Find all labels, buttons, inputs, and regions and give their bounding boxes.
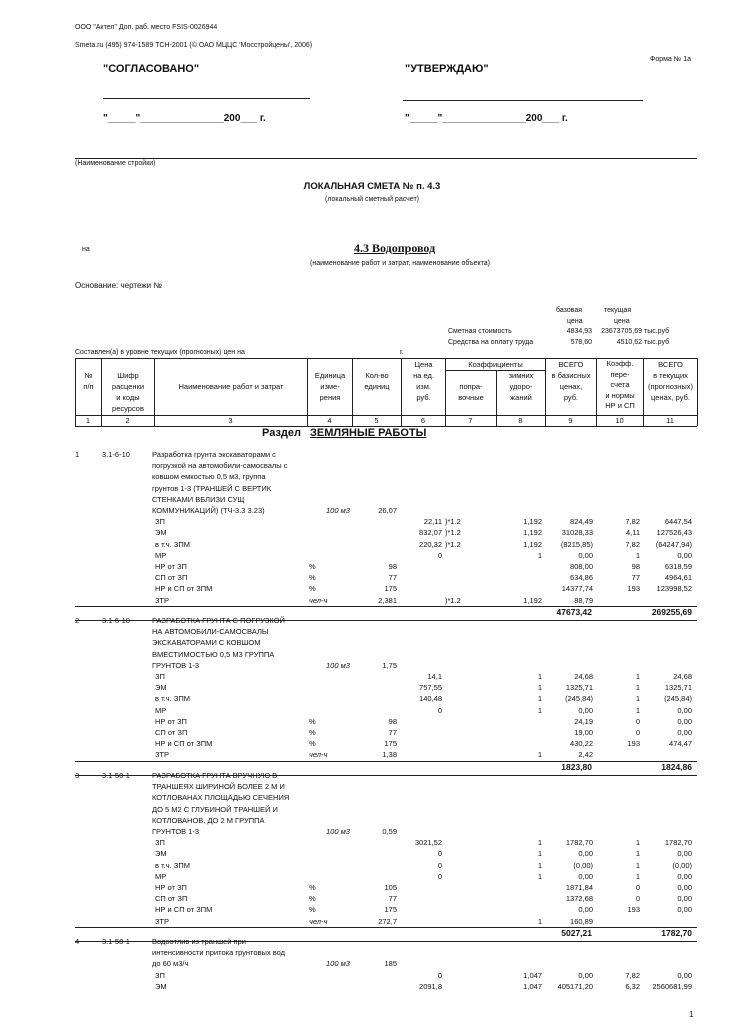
item-code: 3.1-50-1 <box>102 771 130 780</box>
item-total-current: 1782,70 <box>661 927 692 938</box>
approved-sign-line <box>403 100 643 101</box>
for-label: на <box>82 246 90 253</box>
resource-total-base: 160,89 <box>570 916 593 926</box>
estimate-cost-unit: тыс.руб <box>644 328 670 335</box>
col-unit: Единица изме- рения <box>314 371 346 402</box>
col-price: Цена на ед. изм. руб. <box>413 360 434 402</box>
resource-total-base: 0,00 <box>578 970 593 980</box>
section-label: Раздел <box>262 427 301 439</box>
approved-title: "УТВЕРЖДАЮ" <box>405 63 489 75</box>
resource-total-base: (245,84) <box>565 694 593 704</box>
resource-price: 757,55 <box>419 683 442 693</box>
source-line: Smeta.ru (495) 974-1589 ТСН-2001 (© ОАО МЦЦС 'Мосстройцены', 2006) <box>75 42 313 49</box>
labor-cost-unit: тыс.руб <box>644 339 670 346</box>
col-number-1: 1 <box>85 416 91 425</box>
org-line: ООО "Актел" Доп. раб. место FSIS-0026944 <box>75 24 218 31</box>
item-description-line: интенсивности притока грунтовых вод <box>152 948 286 958</box>
approved-date: "_____"_______________200___ г. <box>405 113 568 124</box>
resource-recalc: 1 <box>635 871 640 881</box>
resource-norm: 77 <box>388 573 397 583</box>
item-description-line: КОТЛОВАНОВ, ДО 2 М ГРУППА <box>152 815 265 825</box>
cost-col-base: базовая <box>556 307 583 314</box>
object-caption: (наименование работ и затрат, наименование объекта) <box>310 260 490 267</box>
resource-recalc: 193 <box>627 739 640 749</box>
resource-recalc: 0 <box>635 716 640 726</box>
resource-label: СП от ЗП <box>155 894 188 904</box>
resource-total-current: 0,00 <box>677 871 692 881</box>
resource-total-current: 0,00 <box>677 970 692 980</box>
item-total-base: 47673,42 <box>556 606 592 617</box>
resource-total-current: 123998,52 <box>656 584 692 594</box>
resource-winter: 1 <box>537 838 542 848</box>
resource-total-current: 0,00 <box>677 705 692 715</box>
resource-norm: 105 <box>384 883 397 892</box>
resource-total-base: 24,68 <box>574 672 593 681</box>
resource-winter: 1 <box>537 550 542 560</box>
resource-price: 0 <box>437 871 442 881</box>
item-description-line: РАЗРАБОТКА ГРУНТА ВРУЧНУЮ В <box>152 771 278 780</box>
resource-total-base: (0,00) <box>573 860 593 870</box>
resource-recalc: 77 <box>631 573 640 583</box>
col-number-3: 3 <box>228 416 233 425</box>
item-number: 2 <box>75 616 80 625</box>
item-description-line: ГРУНТОВ 1-3 <box>152 827 200 836</box>
resource-total-base: 2,42 <box>578 750 593 760</box>
resource-label: СП от ЗП <box>155 728 188 737</box>
resource-total-current: (64247,94) <box>655 539 692 549</box>
item-quantity: 1,75 <box>382 660 397 670</box>
resource-price: 0 <box>437 970 442 980</box>
item-description-line: Водоотлив из траншей при <box>152 937 246 946</box>
resource-winter: 1 <box>537 871 542 881</box>
resource-total-current: (245,84) <box>664 694 692 704</box>
resource-recalc: 1 <box>635 683 640 693</box>
item-unit: 100 м3 <box>326 660 350 670</box>
col-correction: попра- вочные <box>458 382 484 402</box>
resource-total-base: 0,00 <box>578 849 593 859</box>
resource-label: МР <box>155 871 167 881</box>
resource-label: СП от ЗП <box>155 573 188 583</box>
resource-norm: 98 <box>388 562 397 571</box>
item-description-line: грунтов 1-3 (ТРАНШЕЙ С ВЕРТИК <box>152 483 272 493</box>
resource-total-base: 430,22 <box>570 739 593 749</box>
resource-label: ЗП <box>155 838 165 848</box>
composed-line: Составлен(а) в уровне текущих (прогнозных) цен на <box>75 349 245 356</box>
resource-label: ЭМ <box>155 528 167 538</box>
resource-label: ЗП <box>155 970 165 980</box>
construction-line <box>75 158 697 159</box>
form-number: Форма № 1а <box>650 56 691 63</box>
resource-price: 0 <box>437 860 442 870</box>
composed-year: г. <box>400 349 404 356</box>
item-description-line: ЭКСКАВАТОРАМИ С КОВШОМ <box>152 638 261 648</box>
resource-price: 2091,8 <box>419 981 442 991</box>
col-number-2: 2 <box>125 416 130 425</box>
resource-recalc: 1 <box>635 705 640 715</box>
resource-price: 14,1 <box>427 672 442 681</box>
item-description-line: РАЗРАБОТКА ГРУНТА С ПОГРУЗКОЙ <box>152 616 285 625</box>
resource-total-current: 2560681,99 <box>652 981 692 991</box>
resource-unit: % <box>309 883 316 892</box>
resource-label: НР и СП от ЗПМ <box>155 584 213 594</box>
resource-total-base: 808,00 <box>570 562 593 571</box>
resource-total-current: 0,00 <box>677 894 692 904</box>
resource-total-current: 0,00 <box>677 883 692 892</box>
resource-total-base: 0,00 <box>578 705 593 715</box>
resource-price: 0 <box>437 849 442 859</box>
col-recalc: Коэфф. пере- счета и нормы НР и СП <box>605 359 635 410</box>
item-description-line: ТРАНШЕЯХ ШИРИНОЙ БОЛЕЕ 2 М И <box>152 782 285 792</box>
resource-price: 0 <box>437 705 442 715</box>
resource-price: 220,32 <box>419 539 442 549</box>
item-separator <box>75 606 697 607</box>
resource-norm: 2,381 <box>378 595 397 605</box>
resource-correction: )*1.2 <box>445 517 461 527</box>
col-number-8: 8 <box>518 416 523 425</box>
resource-winter: 1 <box>537 672 542 681</box>
item-description-line: ДО 5 М2 С ГЛУБИНОЙ ТРАНШЕЙ И <box>152 804 278 814</box>
estimate-cost-base: 4834,93 <box>566 328 592 335</box>
resource-norm: 1,38 <box>382 750 397 760</box>
col-number-6: 6 <box>420 416 426 425</box>
item-code: 3.1-58-1 <box>102 937 130 946</box>
item-number: 4 <box>75 937 80 946</box>
agreed-date: "_____"_______________200___ г. <box>103 113 266 124</box>
item-total-current: 1824,86 <box>661 761 692 772</box>
resource-total-current: 0,00 <box>677 905 692 915</box>
item-unit: 100 м3 <box>326 827 350 836</box>
resource-norm: 77 <box>388 728 397 737</box>
item-description-line: КОММУНИКАЦИЙ) (ТЧ-3.3 3.23) <box>152 506 265 515</box>
item-description-line: погрузкой на автомобили-самосвалы с <box>152 461 288 471</box>
item-total-base: 5027,21 <box>561 927 592 938</box>
resource-total-current: 6447,54 <box>664 517 692 527</box>
resource-label: НР и СП от ЗПМ <box>155 905 213 915</box>
resource-label: МР <box>155 705 167 715</box>
resource-winter: 1 <box>537 916 542 926</box>
col-number-11: 11 <box>666 416 674 425</box>
resource-label: в т.ч. ЗПМ <box>155 860 190 870</box>
resource-total-base: 31028,33 <box>561 528 593 538</box>
basis-line: Основание: чертежи № <box>75 281 162 290</box>
item-description-line: СТЕНКАМИ ВБЛИЗИ СУЩ <box>152 494 245 504</box>
col-number-4: 4 <box>327 416 332 425</box>
resource-total-base: 24,19 <box>574 716 593 726</box>
resource-winter: 1,192 <box>523 539 542 549</box>
resource-recalc: 193 <box>627 905 640 915</box>
col-winter: зимних удоро- жаний <box>508 371 534 402</box>
resource-label: ЗП <box>155 672 165 681</box>
resource-total-base: 1782,70 <box>565 838 593 848</box>
labor-cost-base: 578,60 <box>570 339 592 346</box>
resource-unit: % <box>309 573 316 583</box>
resource-winter: 1 <box>537 750 542 760</box>
resource-unit: % <box>309 894 316 904</box>
resource-norm: 272,7 <box>378 916 397 926</box>
resource-label: ЭМ <box>155 849 167 859</box>
resource-total-current: 1325,71 <box>664 683 692 693</box>
resource-correction: )*1.2 <box>445 528 461 538</box>
resource-label: ЭМ <box>155 683 167 693</box>
estimate-cost-label: Сметная стоимость <box>448 328 512 335</box>
item-total-base: 1823,80 <box>561 761 592 772</box>
resource-norm: 175 <box>384 584 397 594</box>
resource-total-current: 1782,70 <box>664 838 692 848</box>
resource-norm: 77 <box>388 894 397 904</box>
item-quantity: 0,59 <box>382 827 397 836</box>
resource-unit: чел-ч <box>309 750 328 760</box>
agreed-title: "СОГЛАСОВАНО" <box>103 63 200 75</box>
resource-total-base: 1325,71 <box>565 683 593 693</box>
resource-correction: )*1.2 <box>445 595 461 605</box>
resource-total-current: 0,00 <box>677 849 692 859</box>
resource-total-base: 14377,74 <box>561 584 593 594</box>
col-coefficients: Коэффициенты <box>468 360 523 369</box>
resource-correction: )*1.2 <box>445 539 461 549</box>
resource-price: 0 <box>437 550 442 560</box>
resource-recalc: 1 <box>635 860 640 870</box>
resource-total-current: 6318,59 <box>664 562 692 571</box>
estimate-subtitle: (локальный сметный расчет) <box>325 196 419 203</box>
col-code: Шифр расценки и коды ресурсов <box>111 371 145 413</box>
resource-price: 3021,52 <box>414 838 442 848</box>
resource-price: 832,07 <box>419 528 442 538</box>
resource-recalc: 7,82 <box>625 539 640 549</box>
col-total-base: ВСЕГО в базисных ценах, руб. <box>551 360 591 402</box>
resource-label: НР от ЗП <box>155 562 187 571</box>
col-name: Наименование работ и затрат <box>178 382 284 391</box>
item-description-line: НА АВТОМОБИЛИ-САМОСВАЛЫ <box>152 627 269 637</box>
resource-winter: 1,192 <box>523 595 542 605</box>
resource-recalc: 193 <box>627 584 640 594</box>
item-unit: 100 м3 <box>326 959 350 969</box>
col-number-5: 5 <box>374 416 379 425</box>
resource-total-current: 4964,61 <box>664 573 692 583</box>
resource-norm: 98 <box>388 716 397 726</box>
resource-winter: 1,047 <box>523 981 542 991</box>
resource-unit: % <box>309 562 316 571</box>
col-number-9: 9 <box>568 416 573 425</box>
resource-label: МР <box>155 550 167 560</box>
item-number: 1 <box>75 450 80 459</box>
item-number: 3 <box>75 771 80 780</box>
resource-unit: % <box>309 905 316 915</box>
resource-winter: 1,192 <box>523 517 542 527</box>
cost-col-current: текущая <box>604 307 632 314</box>
resource-total-base: 0,00 <box>578 905 593 915</box>
labor-cost-current: 4510,62 <box>616 339 642 346</box>
page-number: 1 <box>689 1010 694 1019</box>
item-description-line: ковшом емкостью 0,5 м3, группа <box>152 472 266 482</box>
item-description-line: КОТЛОВАНАХ ПЛОЩАДЬЮ СЕЧЕНИЯ <box>152 793 290 803</box>
item-unit: 100 м3 <box>326 506 350 515</box>
resource-total-current: 0,00 <box>677 550 692 560</box>
resource-price: 140,48 <box>419 694 442 704</box>
resource-recalc: 0 <box>635 883 640 892</box>
resource-recalc: 1 <box>635 694 640 704</box>
resource-norm: 175 <box>384 739 397 749</box>
item-description-line: ГРУНТОВ 1-3 <box>152 660 200 670</box>
resource-recalc: 4,11 <box>625 528 640 538</box>
item-separator <box>75 761 697 762</box>
item-description-line: Разработка грунта экскаваторами с <box>152 450 276 459</box>
resource-label: ЗТР <box>155 595 169 605</box>
resource-recalc: 6,32 <box>625 981 640 991</box>
item-code: 3.1-6-10 <box>102 616 130 625</box>
resource-unit: чел-ч <box>309 595 328 605</box>
item-quantity: 26,07 <box>378 506 397 515</box>
resource-total-current: 474,47 <box>669 739 692 749</box>
item-quantity: 185 <box>384 959 397 969</box>
resource-total-base: 88,79 <box>574 595 593 605</box>
item-description-line: ВМЕСТИМОСТЬЮ 0,5 М3 ГРУППА <box>152 649 275 659</box>
resource-norm: 175 <box>384 905 397 915</box>
resource-winter: 1,192 <box>523 528 542 538</box>
agreed-sign-line <box>103 98 310 99</box>
cost-col-price-1: цена <box>567 318 583 325</box>
resource-price: 22,11 <box>423 517 442 527</box>
resource-total-current: 127526,43 <box>656 528 692 538</box>
resource-winter: 1 <box>537 705 542 715</box>
resource-total-base: (8215,85) <box>560 539 593 549</box>
resource-unit: чел-ч <box>309 916 328 926</box>
resource-recalc: 7,82 <box>625 970 640 980</box>
resource-unit: % <box>309 728 316 737</box>
estimate-title: ЛОКАЛЬНАЯ СМЕТА № п. 4.3 <box>303 181 441 192</box>
col-total-current: ВСЕГО в текущих (прогнозных) ценах, руб. <box>647 360 694 402</box>
resource-winter: 1 <box>537 860 542 870</box>
resource-winter: 1 <box>537 849 542 859</box>
resource-label: НР от ЗП <box>155 883 187 892</box>
col-num: № п/п <box>83 371 94 391</box>
resource-winter: 1,047 <box>523 970 542 980</box>
resource-total-base: 19,00 <box>574 728 593 737</box>
item-code: 3.1-6-10 <box>102 450 130 459</box>
resource-label: в т.ч. ЗПМ <box>155 539 190 549</box>
cost-col-price-2: цена <box>614 318 630 325</box>
resource-unit: % <box>309 584 316 594</box>
section-title: ЗЕМЛЯНЫЕ РАБОТЫ <box>310 427 427 439</box>
resource-recalc: 1 <box>635 550 640 560</box>
resource-total-base: 1372,68 <box>565 894 593 904</box>
resource-winter: 1 <box>537 694 542 704</box>
resource-total-base: 1871,84 <box>565 883 593 892</box>
estimate-cost-current: 23673705,69 <box>601 328 642 335</box>
resource-total-current: 0,00 <box>677 716 692 726</box>
resource-total-base: 824,49 <box>570 517 593 527</box>
resource-total-base: 405171,20 <box>557 981 593 991</box>
resource-unit: % <box>309 716 316 726</box>
resource-total-current: 0,00 <box>677 728 692 737</box>
item-description-line: до 60 м3/ч <box>152 959 189 969</box>
resource-label: ЭМ <box>155 981 167 991</box>
resource-label: ЗТР <box>155 916 169 926</box>
resource-total-current: (0,00) <box>672 860 692 870</box>
resource-label: НР от ЗП <box>155 716 187 726</box>
resource-winter: 1 <box>537 683 542 693</box>
resource-recalc: 1 <box>635 849 640 859</box>
resource-total-base: 0,00 <box>578 550 593 560</box>
col-number-7: 7 <box>468 416 473 425</box>
resource-recalc: 7,82 <box>625 517 640 527</box>
resource-label: в т.ч. ЗПМ <box>155 694 190 704</box>
col-qty: Кол-во единиц <box>364 371 390 391</box>
resource-total-current: 24,68 <box>673 672 692 681</box>
resource-recalc: 0 <box>635 894 640 904</box>
resource-total-base: 0,00 <box>578 871 593 881</box>
resource-recalc: 1 <box>635 838 640 848</box>
resource-unit: % <box>309 739 316 749</box>
resource-label: ЗП <box>155 517 165 527</box>
resource-recalc: 0 <box>635 728 640 737</box>
item-total-current: 269255,69 <box>651 606 692 617</box>
resource-recalc: 1 <box>635 672 640 681</box>
col-number-10: 10 <box>615 416 624 425</box>
item-separator <box>75 927 697 928</box>
resource-recalc: 98 <box>631 562 640 571</box>
resource-total-base: 634,86 <box>570 573 593 583</box>
resource-label: ЗТР <box>155 750 169 760</box>
construction-caption: (Наименование стройки) <box>75 160 156 167</box>
labor-cost-label: Средства на оплату труда <box>448 339 534 346</box>
object-name: 4.3 Водопровод <box>354 241 436 255</box>
resource-label: НР и СП от ЗПМ <box>155 739 213 749</box>
